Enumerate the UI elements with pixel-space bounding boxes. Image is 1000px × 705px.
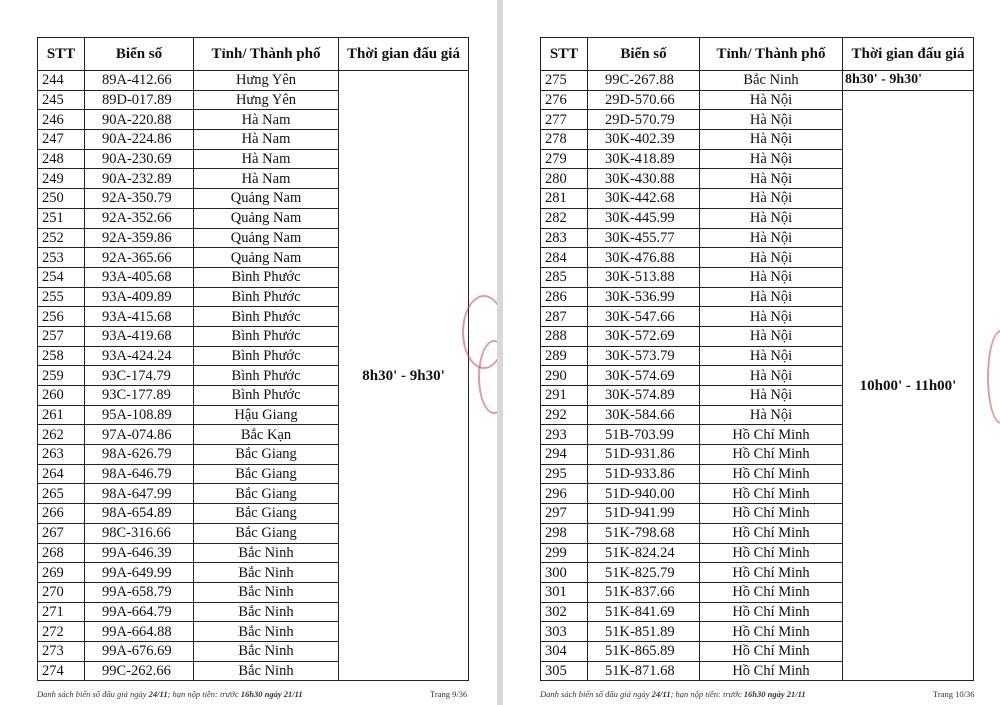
row-province: Hà Nam	[194, 149, 339, 169]
row-province: Hồ Chí Minh	[700, 563, 843, 583]
auction-table-left	[37, 37, 469, 681]
row-province: Bắc Kạn	[194, 425, 339, 445]
row-province: Hồ Chí Minh	[700, 543, 843, 563]
row-stt: 278	[541, 130, 588, 150]
row-plate: 99C-262.66	[85, 661, 194, 681]
row-province: Bắc Giang	[194, 445, 339, 465]
row-province: Hà Nam	[194, 110, 339, 130]
row-province: Bắc Ninh	[194, 543, 339, 563]
row-plate: 51K-841.69	[588, 602, 700, 622]
row-stt: 280	[541, 169, 588, 189]
footer-date: 24/11	[651, 689, 671, 699]
row-stt: 252	[38, 228, 85, 248]
row-province: Hồ Chí Minh	[700, 464, 843, 484]
row-plate: 30K-445.99	[588, 208, 700, 228]
table-body	[541, 71, 974, 681]
auction-time-slot: 8h30' - 9h30'	[339, 71, 469, 681]
table-header-row	[38, 38, 469, 71]
row-stt: 270	[38, 582, 85, 602]
row-plate: 90A-230.69	[85, 149, 194, 169]
row-stt: 302	[541, 602, 588, 622]
footer-note	[540, 689, 806, 699]
row-province: Bắc Ninh	[194, 563, 339, 583]
row-province: Bình Phước	[194, 287, 339, 307]
row-plate: 51K-837.66	[588, 582, 700, 602]
row-province: Hưng Yên	[194, 71, 339, 91]
header-plate: Biển số	[85, 38, 194, 71]
row-stt: 267	[38, 523, 85, 543]
row-stt: 281	[541, 189, 588, 209]
row-stt: 253	[38, 248, 85, 268]
footer-note	[37, 689, 303, 699]
row-stt: 251	[38, 208, 85, 228]
row-province: Hà Nam	[194, 169, 339, 189]
row-province: Hồ Chí Minh	[700, 504, 843, 524]
footer-date: 24/11	[148, 689, 168, 699]
row-stt: 297	[541, 504, 588, 524]
row-plate: 29D-570.66	[588, 90, 700, 110]
document-page-right	[503, 0, 1000, 705]
row-plate: 90A-224.86	[85, 130, 194, 150]
row-stt: 261	[38, 405, 85, 425]
row-stt: 248	[38, 149, 85, 169]
row-plate: 93C-177.89	[85, 386, 194, 406]
row-province: Hà Nội	[700, 267, 843, 287]
row-plate: 30K-536.99	[588, 287, 700, 307]
row-stt: 262	[38, 425, 85, 445]
row-province: Bắc Ninh	[194, 602, 339, 622]
footer-deadline: 16h30 ngày 21/11	[743, 689, 806, 699]
header-plate: Biển số	[588, 38, 700, 71]
row-province: Hà Nội	[700, 189, 843, 209]
row-province: Hà Nội	[700, 366, 843, 386]
row-province: Hồ Chí Minh	[700, 425, 843, 445]
row-stt: 264	[38, 464, 85, 484]
row-stt: 300	[541, 563, 588, 583]
row-plate: 30K-574.89	[588, 386, 700, 406]
row-plate: 89A-412.66	[85, 71, 194, 91]
row-province: Quảng Nam	[194, 228, 339, 248]
row-plate: 30K-547.66	[588, 307, 700, 327]
row-province: Hà Nội	[700, 208, 843, 228]
row-province: Hồ Chí Minh	[700, 582, 843, 602]
row-province: Bắc Ninh	[194, 582, 339, 602]
row-plate: 98A-626.79	[85, 445, 194, 465]
row-province: Hồ Chí Minh	[700, 622, 843, 642]
auction-time-slot: 10h00' - 11h00'	[843, 90, 974, 681]
row-province: Bắc Giang	[194, 484, 339, 504]
row-stt: 254	[38, 267, 85, 287]
row-province: Hà Nội	[700, 307, 843, 327]
red-stamp	[987, 330, 1000, 424]
row-stt: 246	[38, 110, 85, 130]
row-plate: 92A-352.66	[85, 208, 194, 228]
row-stt: 275	[541, 71, 588, 91]
row-stt: 247	[38, 130, 85, 150]
row-province: Bắc Ninh	[194, 641, 339, 661]
row-stt: 249	[38, 169, 85, 189]
row-stt: 282	[541, 208, 588, 228]
row-stt: 286	[541, 287, 588, 307]
row-province: Bắc Ninh	[194, 622, 339, 642]
row-plate: 30K-584.66	[588, 405, 700, 425]
row-stt: 263	[38, 445, 85, 465]
header-province: Tỉnh/ Thành phố	[194, 38, 339, 71]
row-plate: 51K-824.24	[588, 543, 700, 563]
row-stt: 256	[38, 307, 85, 327]
row-stt: 295	[541, 464, 588, 484]
row-plate: 93C-174.79	[85, 366, 194, 386]
row-plate: 51D-933.86	[588, 464, 700, 484]
row-province: Bình Phước	[194, 386, 339, 406]
row-stt: 304	[541, 641, 588, 661]
row-plate: 30K-476.88	[588, 248, 700, 268]
row-province: Hậu Giang	[194, 405, 339, 425]
header-province: Tỉnh/ Thành phố	[700, 38, 843, 71]
row-stt: 266	[38, 504, 85, 524]
row-stt: 303	[541, 622, 588, 642]
row-plate: 51K-851.89	[588, 622, 700, 642]
row-plate: 99A-658.79	[85, 582, 194, 602]
row-province: Bắc Giang	[194, 504, 339, 524]
row-province: Bắc Giang	[194, 464, 339, 484]
row-plate: 30K-572.69	[588, 326, 700, 346]
footer-middle: ; hạn nộp tiền: trước	[670, 689, 744, 699]
row-plate: 89D-017.89	[85, 90, 194, 110]
row-plate: 30K-574.69	[588, 366, 700, 386]
row-plate: 98C-316.66	[85, 523, 194, 543]
row-stt: 291	[541, 386, 588, 406]
row-plate: 51D-941.99	[588, 504, 700, 524]
row-stt: 279	[541, 149, 588, 169]
footer-prefix: Danh sách biển số đấu giá ngày	[540, 689, 652, 699]
row-province: Bình Phước	[194, 346, 339, 366]
table-body	[38, 71, 469, 681]
row-province: Bắc Ninh	[700, 71, 843, 91]
row-stt: 269	[38, 563, 85, 583]
header-time: Thời gian đấu giá	[843, 38, 974, 71]
row-plate: 30K-442.68	[588, 189, 700, 209]
row-plate: 30K-418.89	[588, 149, 700, 169]
row-stt: 265	[38, 484, 85, 504]
row-plate: 51K-871.68	[588, 661, 700, 681]
footer-middle: ; hạn nộp tiền: trước	[167, 689, 241, 699]
row-plate: 51B-703.99	[588, 425, 700, 445]
row-stt: 260	[38, 386, 85, 406]
row-province: Hà Nội	[700, 326, 843, 346]
row-plate: 99A-664.88	[85, 622, 194, 642]
row-plate: 30K-402.39	[588, 130, 700, 150]
row-plate: 51K-798.68	[588, 523, 700, 543]
row-province: Hồ Chí Minh	[700, 484, 843, 504]
row-plate: 51K-865.89	[588, 641, 700, 661]
row-plate: 97A-074.86	[85, 425, 194, 445]
row-stt: 271	[38, 602, 85, 622]
row-province: Hồ Chí Minh	[700, 602, 843, 622]
row-stt: 294	[541, 445, 588, 465]
row-plate: 93A-405.68	[85, 267, 194, 287]
row-stt: 268	[38, 543, 85, 563]
row-province: Hà Nội	[700, 169, 843, 189]
row-plate: 99C-267.88	[588, 71, 700, 91]
table-header-row	[541, 38, 974, 71]
row-province: Hồ Chí Minh	[700, 641, 843, 661]
row-stt: 245	[38, 90, 85, 110]
row-province: Bình Phước	[194, 267, 339, 287]
row-plate: 29D-570.79	[588, 110, 700, 130]
row-plate: 30K-455.77	[588, 228, 700, 248]
row-stt: 301	[541, 582, 588, 602]
row-province: Hà Nam	[194, 130, 339, 150]
row-province: Hà Nội	[700, 228, 843, 248]
row-stt: 277	[541, 110, 588, 130]
row-province: Bắc Ninh	[194, 661, 339, 681]
row-stt: 305	[541, 661, 588, 681]
row-stt: 284	[541, 248, 588, 268]
row-stt: 272	[38, 622, 85, 642]
row-province: Hà Nội	[700, 287, 843, 307]
row-plate: 93A-409.89	[85, 287, 194, 307]
header-stt: STT	[541, 38, 588, 71]
row-province: Hồ Chí Minh	[700, 523, 843, 543]
row-plate: 51K-825.79	[588, 563, 700, 583]
footer-prefix: Danh sách biển số đấu giá ngày	[37, 689, 149, 699]
row-province: Bình Phước	[194, 366, 339, 386]
document-page-left	[0, 0, 497, 705]
row-stt: 259	[38, 366, 85, 386]
row-stt: 257	[38, 326, 85, 346]
row-plate: 93A-419.68	[85, 326, 194, 346]
row-province: Hà Nội	[700, 346, 843, 366]
row-plate: 98A-647.99	[85, 484, 194, 504]
row-stt: 287	[541, 307, 588, 327]
row-stt: 290	[541, 366, 588, 386]
row-plate: 51D-940.00	[588, 484, 700, 504]
row-plate: 92A-359.86	[85, 228, 194, 248]
row-plate: 51D-931.86	[588, 445, 700, 465]
row-province: Hà Nội	[700, 149, 843, 169]
row-stt: 276	[541, 90, 588, 110]
row-province: Bình Phước	[194, 326, 339, 346]
row-province: Quảng Nam	[194, 248, 339, 268]
row-stt: 273	[38, 641, 85, 661]
row-stt: 274	[38, 661, 85, 681]
row-stt: 244	[38, 71, 85, 91]
page-number: Trang 10/36	[933, 689, 975, 699]
row-province: Hà Nội	[700, 386, 843, 406]
row-province: Quảng Nam	[194, 189, 339, 209]
row-province: Hà Nội	[700, 90, 843, 110]
row-plate: 99A-649.99	[85, 563, 194, 583]
row-plate: 98A-646.79	[85, 464, 194, 484]
row-province: Hưng Yên	[194, 90, 339, 110]
row-stt: 292	[541, 405, 588, 425]
row-stt: 288	[541, 326, 588, 346]
auction-table-right	[540, 37, 974, 681]
row-plate: 95A-108.89	[85, 405, 194, 425]
row-stt: 258	[38, 346, 85, 366]
row-stt: 293	[541, 425, 588, 445]
row-plate: 92A-365.66	[85, 248, 194, 268]
row-stt: 296	[541, 484, 588, 504]
row-province: Bình Phước	[194, 307, 339, 327]
footer-deadline: 16h30 ngày 21/11	[240, 689, 303, 699]
row-plate: 30K-513.88	[588, 267, 700, 287]
row-plate: 90A-220.88	[85, 110, 194, 130]
row-stt: 250	[38, 189, 85, 209]
row-province: Hà Nội	[700, 248, 843, 268]
row-stt: 285	[541, 267, 588, 287]
table-row	[38, 71, 469, 91]
row-plate: 99A-676.69	[85, 641, 194, 661]
row-stt: 299	[541, 543, 588, 563]
table-row	[541, 90, 974, 110]
row-plate: 99A-646.39	[85, 543, 194, 563]
row-plate: 99A-664.79	[85, 602, 194, 622]
row-province: Hà Nội	[700, 405, 843, 425]
row-plate: 90A-232.89	[85, 169, 194, 189]
row-stt: 289	[541, 346, 588, 366]
row-stt: 283	[541, 228, 588, 248]
header-stt: STT	[38, 38, 85, 71]
row-plate: 93A-424.24	[85, 346, 194, 366]
row-plate: 92A-350.79	[85, 189, 194, 209]
row-province: Quảng Nam	[194, 208, 339, 228]
auction-time-slot: 8h30' - 9h30'	[843, 71, 974, 91]
row-plate: 30K-573.79	[588, 346, 700, 366]
row-plate: 30K-430.88	[588, 169, 700, 189]
header-time: Thời gian đấu giá	[339, 38, 469, 71]
row-province: Hồ Chí Minh	[700, 661, 843, 681]
row-stt: 298	[541, 523, 588, 543]
page-number: Trang 9/36	[430, 689, 468, 699]
table-row	[541, 71, 974, 91]
row-province: Hà Nội	[700, 110, 843, 130]
row-plate: 93A-415.68	[85, 307, 194, 327]
row-province: Bắc Giang	[194, 523, 339, 543]
row-plate: 98A-654.89	[85, 504, 194, 524]
row-province: Hà Nội	[700, 130, 843, 150]
row-province: Hồ Chí Minh	[700, 445, 843, 465]
row-stt: 255	[38, 287, 85, 307]
